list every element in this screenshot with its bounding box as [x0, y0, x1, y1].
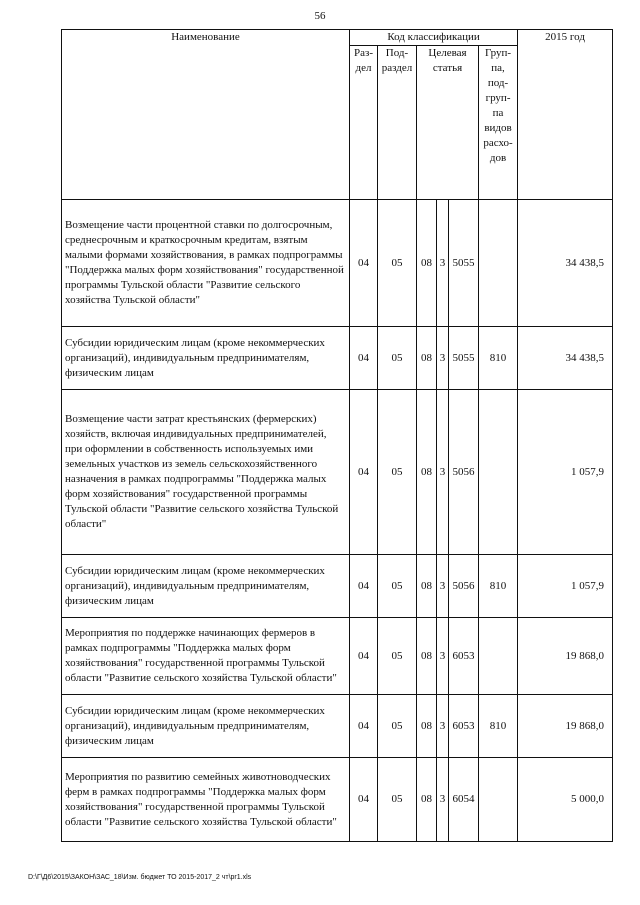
cell-target-3: 5055 [449, 200, 479, 327]
cell-target-2: 3 [437, 200, 449, 327]
cell-subsection: 05 [378, 555, 417, 618]
cell-section: 04 [350, 200, 378, 327]
cell-subsection: 05 [378, 695, 417, 758]
cell-amount: 1 057,9 [518, 555, 613, 618]
footer-file-path: D:\Г\Д6\2015\ЗАКОН\ЗАС_18\Изм. бюджет ТО 2015-2017_2 чт\pr1.xls [28, 874, 252, 881]
cell-target-3: 6054 [449, 758, 479, 842]
cell-target-3: 6053 [449, 695, 479, 758]
cell-target-2: 3 [437, 758, 449, 842]
header-name: Наименование [62, 30, 350, 200]
cell-subsection: 05 [378, 618, 417, 695]
cell-subsection: 05 [378, 390, 417, 555]
cell-target-1: 08 [417, 200, 437, 327]
cell-name: Субсидии юридическим лицам (кроме некоммерческих организаций), индивидуальным предпринимателям, физическим лицам [62, 327, 350, 390]
cell-section: 04 [350, 758, 378, 842]
cell-target-1: 08 [417, 618, 437, 695]
cell-expense-group: 810 [479, 695, 518, 758]
cell-expense-group: 810 [479, 555, 518, 618]
cell-section: 04 [350, 327, 378, 390]
header-row [62, 30, 613, 46]
cell-subsection: 05 [378, 200, 417, 327]
cell-expense-group [479, 390, 518, 555]
header-expense-group: Груп- па, под- груп- па видов расхо- дов [479, 46, 518, 200]
cell-section: 04 [350, 618, 378, 695]
cell-subsection: 05 [378, 758, 417, 842]
header-code-group: Код классификации [350, 30, 518, 46]
cell-name: Мероприятия по поддержке начинающих фермеров в рамках подпрограммы "Поддержка малых форм хозяйствования" государственной программы Тульской области "Развитие сельского хозяйства Тульской области" [62, 618, 350, 695]
cell-amount: 5 000,0 [518, 758, 613, 842]
cell-expense-group [479, 618, 518, 695]
cell-target-2: 3 [437, 555, 449, 618]
cell-target-1: 08 [417, 327, 437, 390]
cell-target-1: 08 [417, 555, 437, 618]
cell-target-3: 6053 [449, 618, 479, 695]
cell-target-2: 3 [437, 695, 449, 758]
cell-target-2: 3 [437, 618, 449, 695]
cell-amount: 19 868,0 [518, 618, 613, 695]
table-row [62, 695, 613, 758]
cell-name: Возмещение части затрат крестьянских (фермерских) хозяйств, включая индивидуальных предпринимателей, при оформлении в собственность используемых ими земельных участков из земель сельскохозяйственного назначения в рамках подпрограммы "Поддержка малых форм хозяйствования" государственной программы Тульской области "Развитие сельского хозяйства Тульской области" [62, 390, 350, 555]
cell-name: Субсидии юридическим лицам (кроме некоммерческих организаций), индивидуальным предпринимателям, физическим лицам [62, 555, 350, 618]
cell-name: Возмещение части процентной ставки по долгосрочным, среднесрочным и краткосрочным кредитам, взятым малыми формами хозяйствования, в рамках подпрограммы "Поддержка малых форм хозяйствования" государственной программы Тульской области "Развитие сельского хозяйства Тульской области" [62, 200, 350, 327]
budget-table [61, 29, 613, 842]
cell-expense-group [479, 200, 518, 327]
cell-target-1: 08 [417, 695, 437, 758]
table-row [62, 200, 613, 327]
cell-amount: 34 438,5 [518, 200, 613, 327]
header-target-item: Целевая статья [417, 46, 479, 200]
cell-target-1: 08 [417, 758, 437, 842]
header-section: Раз- дел [350, 46, 378, 200]
cell-target-1: 08 [417, 390, 437, 555]
cell-name: Субсидии юридическим лицам (кроме некоммерческих организаций), индивидуальным предпринимателям, физическим лицам [62, 695, 350, 758]
cell-expense-group [479, 758, 518, 842]
page-number: 56 [314, 10, 326, 22]
table-row [62, 327, 613, 390]
cell-target-3: 5056 [449, 555, 479, 618]
header-year: 2015 год [518, 30, 613, 200]
cell-target-3: 5056 [449, 390, 479, 555]
header-subsection: Под- раздел [378, 46, 417, 200]
table-row [62, 555, 613, 618]
cell-section: 04 [350, 390, 378, 555]
cell-amount: 34 438,5 [518, 327, 613, 390]
cell-target-3: 5055 [449, 327, 479, 390]
cell-amount: 1 057,9 [518, 390, 613, 555]
cell-subsection: 05 [378, 327, 417, 390]
cell-section: 04 [350, 555, 378, 618]
cell-section: 04 [350, 695, 378, 758]
table-row [62, 390, 613, 555]
cell-target-2: 3 [437, 390, 449, 555]
table-row [62, 618, 613, 695]
cell-amount: 19 868,0 [518, 695, 613, 758]
cell-expense-group: 810 [479, 327, 518, 390]
table-row [62, 758, 613, 842]
cell-name: Мероприятия по развитию семейных животноводческих ферм в рамках подпрограммы "Поддержка малых форм хозяйствования" государственной программы Тульской области "Развитие сельского хозяйства Тульской области" [62, 758, 350, 842]
cell-target-2: 3 [437, 327, 449, 390]
